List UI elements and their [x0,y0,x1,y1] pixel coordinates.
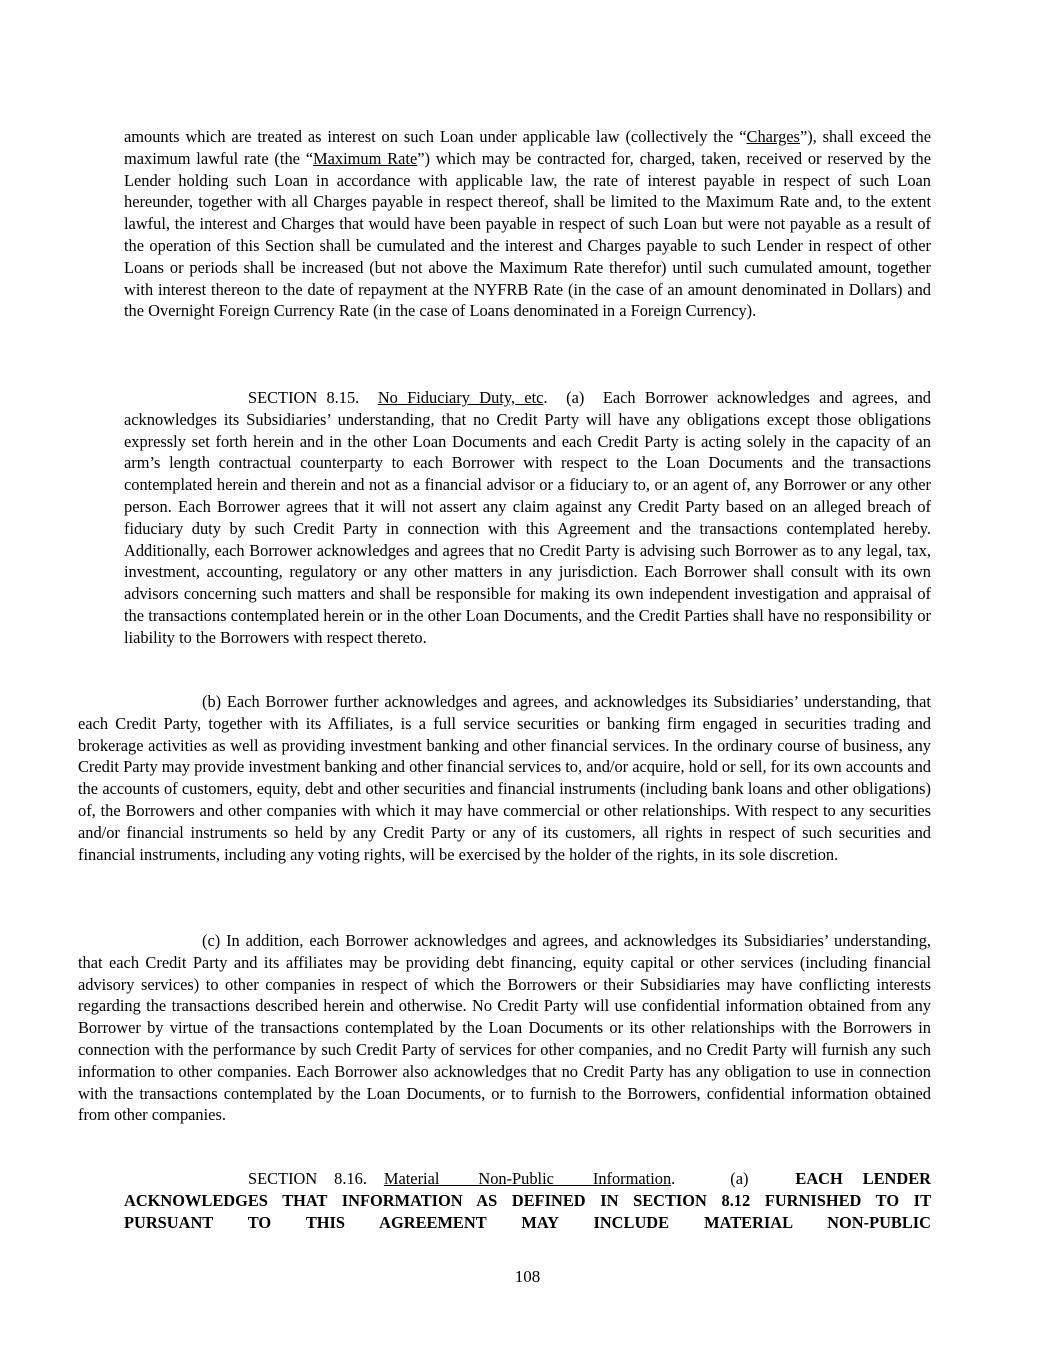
paragraph-b [78,691,931,865]
para1-text-b: ”), shall exceed the maximum lawful rate (the “ [124,127,931,168]
section-8-15-sub-a: (a) [566,388,585,407]
paragraph-b-text: (b) Each Borrower further acknowledges and agrees, and acknowledges its Subsidiaries’ understanding, that each Credit Party, together with its Affiliates, is a full service securities or banking firm engaged in securities trading and brokerage activities as well as providing investment banking and other financial services. In the ordinary course of business, any Credit Party may provide investment banking and other financial services to, and/or acquire, hold or sell, for its own accounts and the accounts of customers, equity, debt and other securities and financial instruments (including bank loans and other obligations) of, the Borrowers and other companies with which it may have commercial or other relationships. With respect to any securities and/or financial instruments so held by any Credit Party or any of its customers, all rights in respect of such securities and financial instruments, including any voting rights, will be exercised by the holder of the rights, in its sole discretion. [78,692,931,864]
section-8-15 [124,387,931,649]
section-8-15-text: Each Borrower acknowledges and agrees, and acknowledges its Subsidiaries’ understanding, that no Credit Party will have any obligations except those obligations expressly set forth herein and in the other Loan Documents and each Credit Party is acting solely in the capacity of an arm’s length contractual counterparty to each Borrower with respect to the Loan Documents and the transactions contemplated herein and therein and not as a financial advisor or a fiduciary to, or an agent of, any Borrower or any other person. Each Borrower agrees that it will not assert any claim against any Credit Party based on an alleged breach of fiduciary duty by such Credit Party in connection with this Agreement and the transactions contemplated hereby. Additionally, each Borrower acknowledges and agrees that no Credit Party is advising such Borrower as to any legal, tax, investment, accounting, regulatory or any other matters in any jurisdiction. Each Borrower shall consult with its own advisors concerning such matters and shall be responsible for making its own independent investigation and appraisal of the transactions contemplated herein or in the other Loan Documents, and the Credit Parties shall have no responsibility or liability to the Borrowers with respect thereto. [124,388,931,647]
section-8-16-title-period: . [671,1169,676,1188]
page-number: 108 [514,1267,541,1286]
term-charges: Charges [746,127,800,146]
interest-rate-paragraph [124,126,931,322]
term-maximum-rate: Maximum Rate [313,148,418,168]
paragraph-c [78,930,931,1126]
section-8-16-title: Material Non-Public Information [383,1169,672,1188]
section-8-16-number: SECTION 8.16. [248,1169,367,1188]
para1-text-a: amounts which are treated as interest on such Loan under applicable law (collectively the “ [124,127,747,146]
paragraph-c-text: (c) In addition, each Borrower acknowledges and agrees, and acknowledges its Subsidiaries’ understanding, that each Credit Party and its affiliates may be providing debt financing, equity capital or other services (including financial advisory services) to other companies in respect of which the Borrowers or their Subsidiaries may have conflicting interests regarding the transactions described herein and otherwise. No Credit Party will use confidential information obtained from any Borrower by virtue of the transactions contemplated by the Loan Documents or its other relationships with the Borrowers in connection with the performance by such Credit Party of services for other companies, and no Credit Party will furnish any such information to other companies. Each Borrower also acknowledges that no Credit Party has any obligation to use in connection with the transactions contemplated by the Loan Documents, or to furnish to the Borrowers, confidential information obtained from other companies. [78,931,931,1125]
section-8-16-sub-a: (a) [730,1169,749,1188]
section-8-16 [124,1168,931,1233]
section-8-15-title-period: . [543,388,548,407]
section-8-15-title: No Fiduciary Duty, etc [377,388,544,407]
section-8-15-number: SECTION 8.15. [248,388,360,407]
section-8-16-text: EACH LENDER ACKNOWLEDGES THAT INFORMATION AS DEFINED IN SECTION 8.12 FURNISHED TO IT PURSUANT TO THIS AGREEMENT MAY INCLUDE MATERIAL NON-PUBLIC [124,1169,931,1232]
para1-text-c: ”) which may be contracted for, charged, taken, received or reserved by the Lender holding such Loan in accordance with applicable law, the rate of interest payable in respect of such Loan hereunder, together with all Charges payable in respect thereof, shall be limited to the Maximum Rate and, to the extent lawful, the interest and Charges that would have been payable in respect of such Loan but were not payable as a result of the operation of this Section shall be cumulated and the interest and Charges payable to such Lender in respect of other Loans or periods shall be increased (but not above the Maximum Rate therefor) until such cumulated amount, together with interest thereon to the date of repayment at the NYFRB Rate (in the case of an amount denominated in Dollars) and the Overnight Foreign Currency Rate (in the case of Loans denominated in a Foreign Currency). [124,148,931,321]
